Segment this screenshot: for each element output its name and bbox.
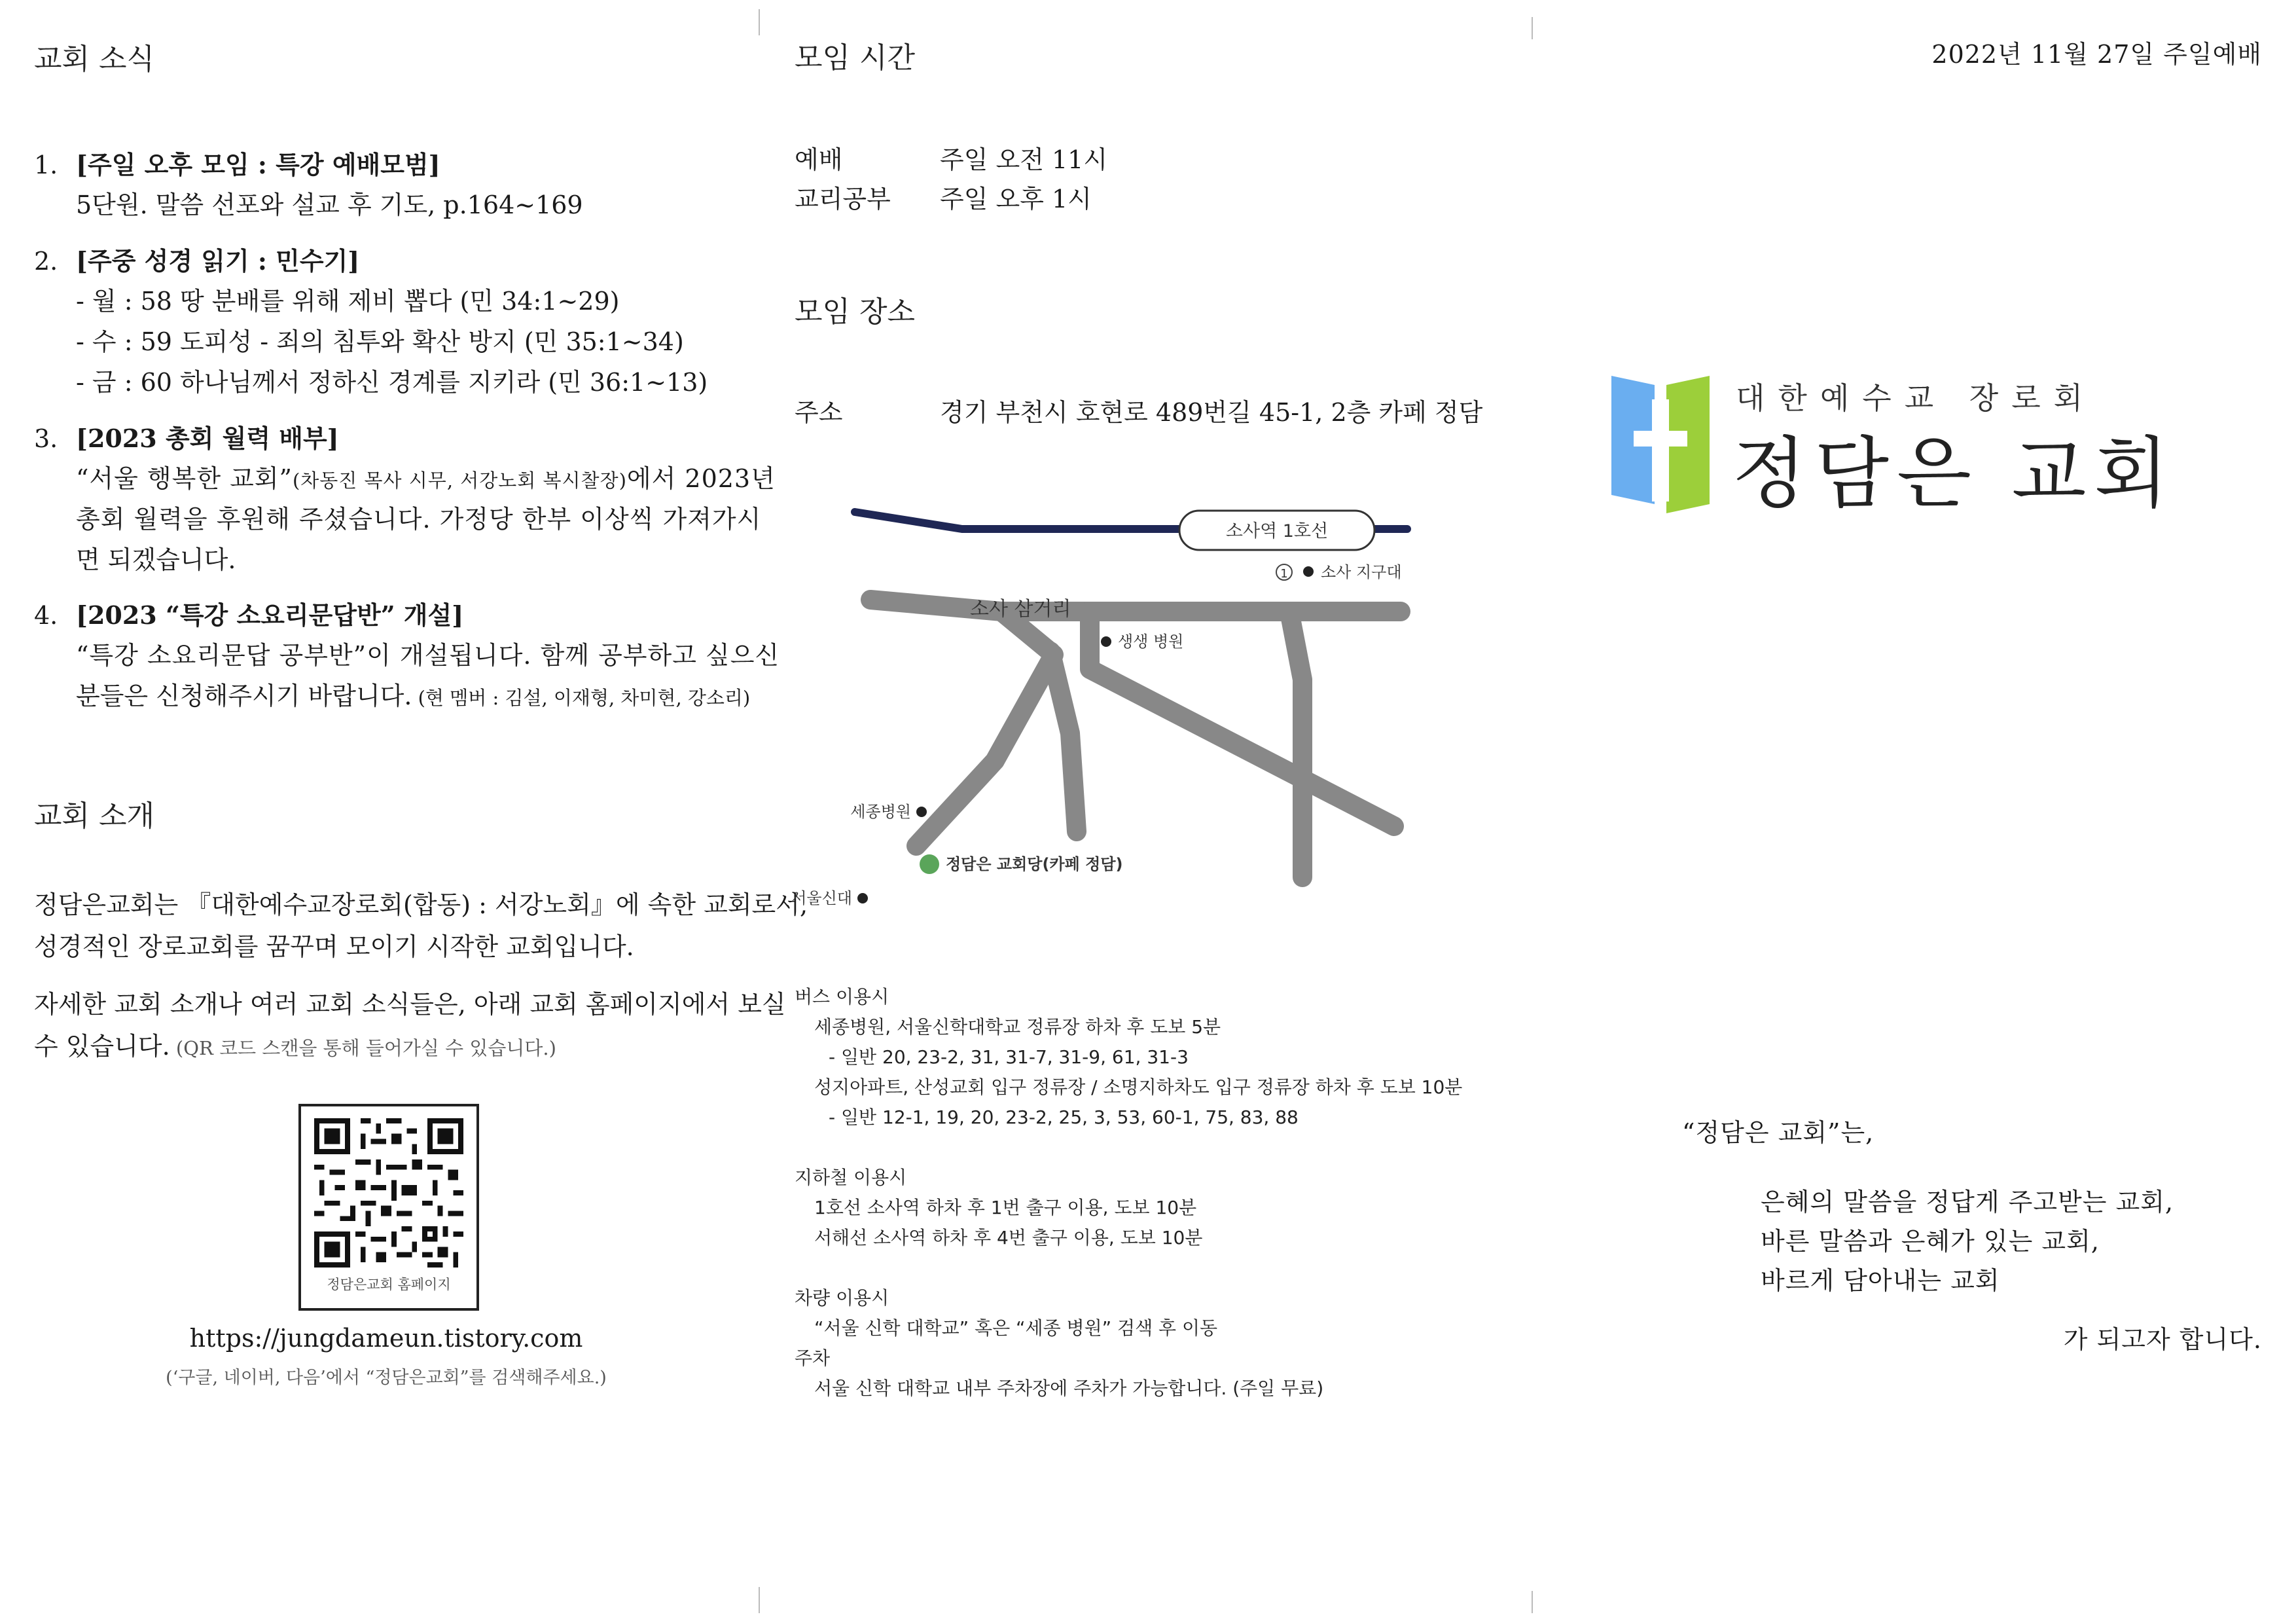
meeting-time-row: 예배 주일 오전 11시: [795, 145, 1108, 174]
hospital-dot: [1101, 636, 1111, 647]
church-name: 정담은 교회: [1732, 428, 2177, 519]
news-item-title: [주일 오후 모임 : 특강 예배모범]: [76, 150, 440, 179]
homepage-url[interactable]: https://jungdameun.tistory.com: [189, 1324, 583, 1353]
qr-caption: 정담은교회 홈페이지: [327, 1277, 451, 1292]
fold-mark: [759, 1587, 760, 1613]
meeting-place-heading: 모임 장소: [795, 295, 916, 329]
bus-route: 세종병원, 서울신학대학교 정류장 하차 후 도보 5분: [814, 1016, 1221, 1038]
news-item-title: [주중 성경 읽기 : 민수기]: [76, 246, 360, 276]
samgeori-label: 소사 삼거리: [970, 598, 1071, 621]
road-branch-mid: [1050, 651, 1077, 831]
svg-text:1: 1: [1280, 567, 1288, 581]
fold-mark: [1532, 17, 1533, 39]
univ-dot: [857, 893, 868, 903]
bus-route: - 일반 12-1, 19, 20, 23-2, 25, 3, 53, 60-1, 75, 83, 88: [829, 1106, 1299, 1128]
fold-mark: [759, 9, 760, 35]
station-label: 소사역 1호선: [1225, 521, 1329, 541]
service-date: 2022년 11월 27일 주일예배: [1931, 40, 2262, 69]
jigudae-label: 소사 지구대: [1321, 563, 1402, 581]
bus-route: 성지아파트, 산성교회 입구 정류장 / 소명지하차도 입구 정류장 하차 후 도보 10분: [814, 1076, 1463, 1098]
intro-heading: 교회 소개: [34, 799, 155, 833]
univ-label: 서울신대: [791, 889, 852, 907]
denomination-name: 대한예수교 장로회: [1736, 380, 2096, 416]
church-location-label: 정담은 교회당(카페 정담): [946, 855, 1123, 873]
subway-route: 서해선 소사역 하차 후 4번 출구 이용, 도보 10분: [814, 1227, 1203, 1249]
hospital-label: 생생 병원: [1118, 632, 1184, 651]
church-location-dot: [920, 854, 939, 874]
parking-heading: 주차: [795, 1347, 831, 1369]
news-item-title: [2023 총회 월력 배부]: [76, 424, 339, 453]
motto-end: 가 되고자 합니다.: [2063, 1325, 2262, 1354]
motto-line: 바른 말씀과 은혜가 있는 교회,: [1761, 1227, 2100, 1256]
bus-heading: 버스 이용시: [795, 986, 889, 1008]
sejong-label: 세종병원: [850, 803, 911, 821]
intro-paragraph: 정담은교회는 『대한예수교장로회(합동) : 서강노회』에 속한 교회로서, 성경적인 장로교회를 꿈꾸며 모이기 시작한 교회입니다.: [34, 890, 808, 961]
parking-info: 서울 신학 대학교 내부 주차장에 주차가 가능합니다. (주일 무료): [814, 1377, 1324, 1399]
motto-line: 바르게 담아내는 교회: [1761, 1266, 2000, 1295]
meeting-time-row: 교리공부 주일 오후 1시: [795, 185, 1092, 213]
intro-paragraph: 자세한 교회 소개나 여러 교회 소식들은, 아래 교회 홈페이지에서 보실 수 있습니다. (QR 코드 스캔을 통해 들어가실 수 있습니다.): [34, 990, 786, 1061]
bus-route: - 일반 20, 23-2, 31, 31-7, 31-9, 61, 31-3: [829, 1046, 1189, 1068]
news-item-title: [2023 “특강 소요리문답반” 개설]: [76, 600, 464, 630]
motto-line: 은혜의 말씀을 정답게 주고받는 교회,: [1761, 1188, 2174, 1216]
motto-intro: “정담은 교회”는,: [1682, 1118, 1874, 1147]
road-right: [1289, 611, 1302, 877]
road-branch-left: [916, 611, 1054, 846]
news-heading: 교회 소식: [34, 43, 155, 76]
jigudae-dot: [1303, 566, 1314, 577]
fold-mark: [1532, 1591, 1533, 1613]
address-text: 경기 부천시 호현로 489번길 45-1, 2층 카페 정담: [940, 398, 1483, 427]
subway-heading: 지하철 이용시: [795, 1167, 907, 1188]
address-row: 주소 경기 부천시 호현로 489번길 45-1, 2층 카페 정담: [795, 398, 1483, 427]
car-route: “서울 신학 대학교” 혹은 “세종 병원” 검색 후 이동: [814, 1317, 1218, 1339]
location-map[interactable]: [779, 484, 1532, 917]
sejong-dot: [916, 807, 927, 817]
qr-code-icon: [314, 1118, 463, 1267]
church-cross-logo-icon: [1611, 373, 1710, 513]
search-hint: (‘구글, 네이버, 다음’에서 “정담은교회”를 검색해주세요.): [166, 1368, 607, 1388]
car-heading: 차량 이용시: [795, 1287, 889, 1309]
qr-code-box[interactable]: [298, 1104, 479, 1311]
meeting-time-heading: 모임 시간: [795, 41, 916, 75]
road-main: [870, 600, 1401, 611]
subway-route: 1호선 소사역 하차 후 1번 출구 이용, 도보 10분: [814, 1197, 1197, 1218]
